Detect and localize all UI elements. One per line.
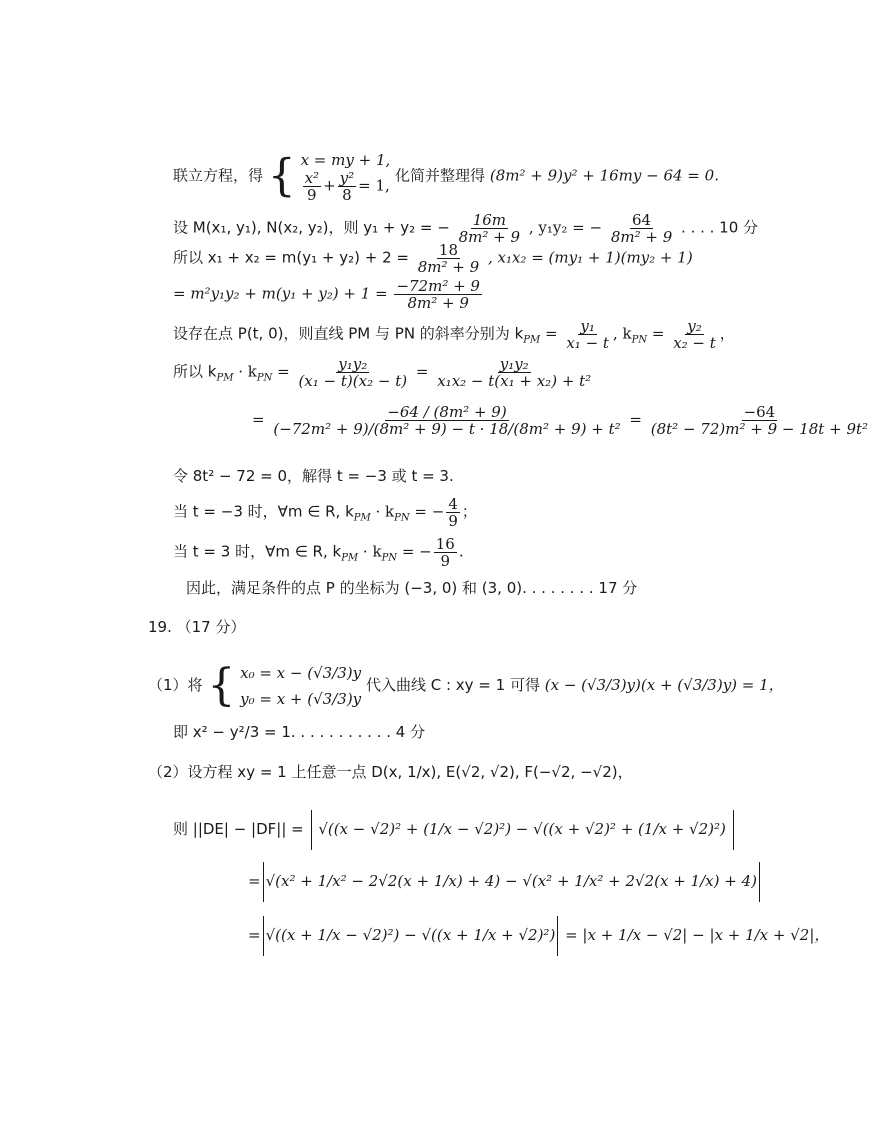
num: −64 / (8m² + 9) <box>387 403 507 421</box>
text-mid: 化简并整理得 <box>395 166 486 185</box>
text: √(x² + 1/x² − 2√2(x + 1/x) + 4) − √(x² + 1/x² + 2√2(x + 1/x) + 4) <box>265 872 757 890</box>
line-slope-product <box>173 356 595 389</box>
sub: PN <box>256 372 273 384</box>
equation-system <box>301 150 391 203</box>
line-case-3: 当 t = 3 时，∀m ∈ R, $k_{PM} \cdot k_{PN}$ = − $\frac{16}{9}$ . <box>173 535 464 570</box>
text: = <box>415 362 429 381</box>
den: x₁ − t <box>566 334 609 352</box>
line-part-2: （2）设方程 xy = 1 上任意一点 D(x, 1/x), E(√2, √2), F(−√2, −√2)， <box>148 763 633 781</box>
frac <box>394 278 482 311</box>
num: 18 <box>438 241 458 259</box>
den: 8 <box>342 186 352 204</box>
text: = <box>272 362 290 381</box>
den: 8m² + 9 <box>417 258 480 276</box>
text: = m²y₁y₂ + m(y₁ + y₂) + 1 = <box>173 284 388 303</box>
den: 8m² + 9 <box>458 228 521 246</box>
text: ， <box>719 324 735 343</box>
line-distance-diff <box>173 810 736 850</box>
abs-bar <box>759 862 760 902</box>
equation-result: (8m² + 9)y² + 16my − 64 = 0. <box>489 166 719 185</box>
left-brace: { <box>207 660 236 711</box>
problem-number: 19. （17 分） <box>148 618 246 636</box>
num: 64 <box>631 211 652 229</box>
frac <box>416 242 481 275</box>
num: 16m <box>472 211 506 229</box>
den: 9 <box>307 186 317 204</box>
tail: = 1, <box>358 176 390 195</box>
text: 当 t = −3 时，∀m ∈ R, k <box>173 502 354 521</box>
line-case-minus3: 当 t = −3 时，∀m ∈ R, $k_{PM} \cdot k_{PN}$ = − $\frac{4}{9}$ ； <box>173 495 477 530</box>
den: 9 <box>440 552 451 570</box>
text: . <box>458 542 464 561</box>
den: x₂ − t <box>673 334 716 352</box>
frac-x2-9 <box>303 170 321 203</box>
frac <box>609 212 674 245</box>
line-system-of-equations <box>173 150 719 203</box>
line-conclusion: 因此，满足条件的点 P 的坐标为 (−3, 0) 和 (3, 0). . . . . . . . 17 分 <box>186 579 638 597</box>
line-expand: = √(x² + 1/x² − 2√2(x + 1/x) + 4) − √(x² + 1/x² + 2√2(x + 1/x) + 4) <box>248 862 762 902</box>
text: 代入曲线 C : xy = 1 可得 <box>365 676 540 694</box>
num: y₁ <box>580 317 595 335</box>
text: 则 ||DE| − |DF|| = <box>173 820 304 838</box>
line-slopes: 设存在点 P(t, 0)，则直线 PM 与 PN 的斜率分别为 $k_{PM}$ = $\frac{\text{y₁}}{\text{x₁ − t}}$ , $k_{PN}$ = $\frac{\text{y₂}}{\text{x₂ − t}}$ ， <box>173 317 735 352</box>
line-sum-x <box>173 242 693 275</box>
num: −64 <box>743 403 776 421</box>
equation-system <box>240 660 361 712</box>
abs-bar <box>733 810 734 850</box>
text: (x − (√3/3)y)(x + (√3/3)y) = 1， <box>544 676 784 694</box>
text: , k <box>612 324 632 343</box>
frac-compound <box>271 404 622 437</box>
sub: PN <box>394 512 410 524</box>
den: x₁x₂ − t(x₁ + x₂) + t² <box>437 372 592 390</box>
frac <box>434 536 457 569</box>
text: 所以 x₁ + x₂ = m(y₁ + y₂) + 2 = <box>173 248 409 267</box>
frac <box>446 496 460 529</box>
sub: PN <box>631 334 648 346</box>
den: 8m² + 9 <box>610 228 673 246</box>
text: = |x + 1/x − √2| − |x + 1/x + √2|， <box>565 926 830 944</box>
text: , y₁y₂ = − <box>528 218 603 237</box>
frac <box>564 318 611 351</box>
sub: PM <box>341 552 359 564</box>
text: 设存在点 P(t, 0)，则直线 PM 与 PN 的斜率分别为 k <box>173 324 524 343</box>
text: 所以 k <box>173 362 217 381</box>
sub: PM <box>216 372 234 384</box>
system-line-1: x = my + 1, <box>300 151 391 169</box>
num: y₁y₂ <box>338 355 368 373</box>
num: −72m² + 9 <box>396 277 480 295</box>
line-product-x <box>173 278 484 311</box>
text: √((x − √2)² + (1/x − √2)²) − √((x + √2)² + (1/x + √2)²) <box>318 820 726 838</box>
den: (x₁ − t)(x₂ − t) <box>298 372 408 390</box>
score-marker: . . . . 10 分 <box>681 218 759 237</box>
text: , x₁x₂ = (my₁ + 1)(my₂ + 1) <box>487 248 693 267</box>
den: 9 <box>448 512 458 530</box>
line-simplify: = √((x + 1/x − √2)²) − √((x + 1/x + √2)²) = |x + 1/x − √2| − |x + 1/x + √2|， <box>248 916 829 956</box>
den: (−72m² + 9)/(8m² + 9) − t · 18/(8m² + 9) + t² <box>273 420 621 438</box>
text: = <box>540 324 563 343</box>
frac <box>435 356 593 389</box>
left-brace: { <box>267 150 296 202</box>
frac <box>671 318 718 351</box>
system-line-1: x₀ = x − (√3/3)y <box>240 664 362 682</box>
frac-result <box>649 404 870 437</box>
den: (8t² − 72)m² + 9 − 18t + 9t² <box>650 420 869 438</box>
frac <box>457 212 522 245</box>
abs-bar <box>557 916 558 956</box>
line-result-1: 即 x² − y²/3 = 1. . . . . . . . . . . 4 分 <box>173 723 426 741</box>
system-line-2: $\frac{\text{x²}}{9}$ + $\frac{\text{y²}}{8}$ = 1, <box>304 169 390 204</box>
num: y² <box>339 169 355 187</box>
text: ； <box>461 502 477 521</box>
text: 设 M(x₁, y₁), N(x₂, y₂)，则 y₁ + y₂ = − <box>173 218 450 237</box>
frac <box>296 356 409 389</box>
abs-bar <box>263 916 264 956</box>
text: （1）将 <box>148 676 203 694</box>
line-vieta <box>173 212 758 245</box>
den: 8m² + 9 <box>407 294 469 312</box>
text-prefix: 联立方程，得 <box>173 166 264 185</box>
text: √((x + 1/x − √2)²) − √((x + 1/x + √2)²) <box>265 926 556 944</box>
line-solve-t: 令 8t² − 72 = 0，解得 t = −3 或 t = 3. <box>173 467 454 485</box>
sub: PM <box>523 334 541 346</box>
sub: PM <box>353 512 371 524</box>
abs-bar <box>311 810 312 850</box>
num: y₂ <box>687 317 702 335</box>
num: y₁y₂ <box>499 355 529 373</box>
system-line-2: y₀ = x + (√3/3)y <box>240 690 362 708</box>
text: · k <box>233 362 257 381</box>
line-substitution <box>148 660 784 712</box>
line-compound-fraction: = $\frac{\text{−64 / (8m² + 9)}}{\text{(−72m² + 9)/(8m² + 9) − t · 18/(8m² + 9) + t²}}$ = $\frac{-64}{\text{(8t² − 72)m² + 9 − 18t + 9t²}}$ <box>252 403 869 438</box>
num: 4 <box>448 495 458 513</box>
frac-y2-8 <box>338 170 357 203</box>
abs-bar <box>263 862 264 902</box>
num: x² <box>304 169 320 187</box>
sub: PN <box>381 552 398 564</box>
num: 16 <box>435 535 455 553</box>
text: 当 t = 3 时，∀m ∈ R, k <box>173 542 342 561</box>
